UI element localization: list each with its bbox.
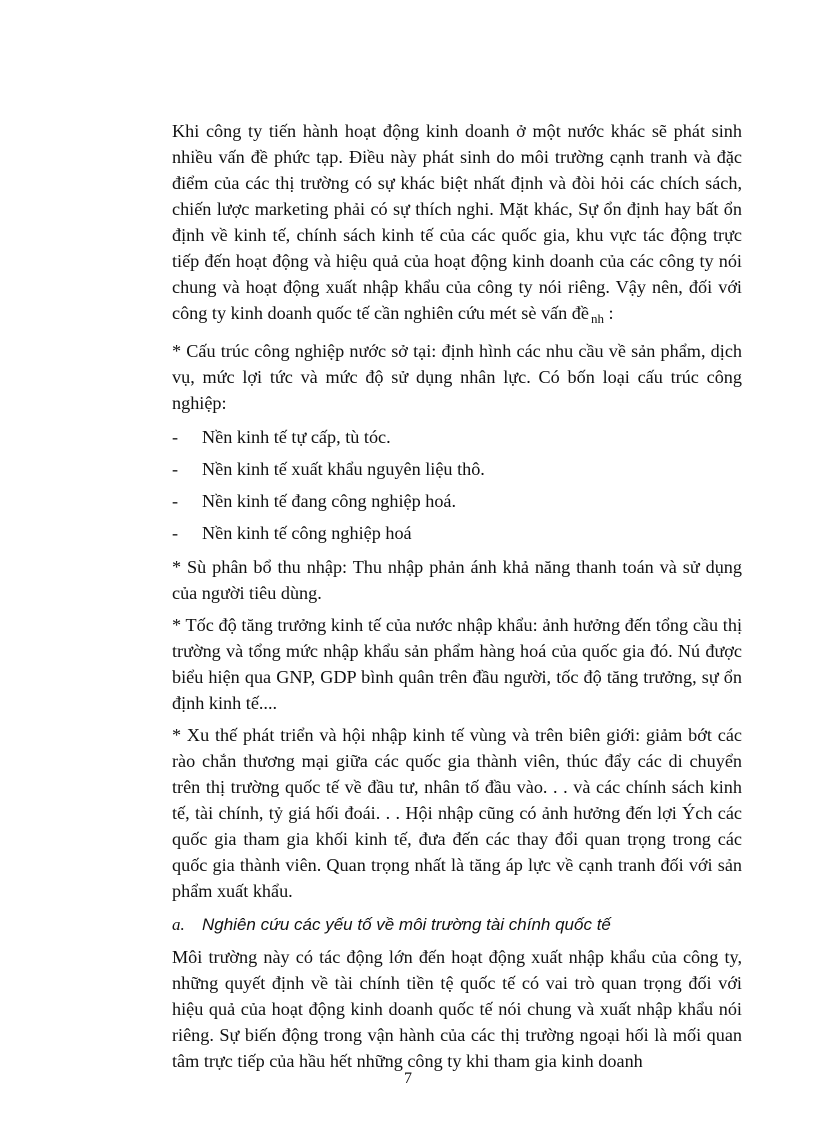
page-number: 7	[404, 1070, 412, 1087]
bullet-dash: -	[172, 459, 179, 479]
list-item	[172, 520, 742, 552]
list-item	[172, 488, 742, 520]
paragraph-intro-end: :	[603, 303, 614, 323]
bullet-dash: -	[172, 491, 179, 511]
paragraph-growth-rate: * Tốc độ tăng trưởng kinh tế của nước nhập khẩu: ảnh hưởng đến tổng cầu thị trường và tổng mức nhập khẩu sản phẩm hàng hoá của quốc gia đó. Nú được biểu hiện qua GNP, GDP bình quân trên đầu người, tốc độ tăng trưởng, sự ổn định kinh tế....	[172, 615, 742, 713]
paragraph-industry-structure: * Cấu trúc công nghiệp nước sở tại: định hình các nhu cầu về sản phẩm, dịch vụ, mức lợi tức và mức độ sử dụng nhân lực. Có bốn loại cấu trúc công nghiệp:	[172, 341, 742, 413]
list-item-text: Nền kinh tế đang công nghiệp hoá.	[202, 491, 457, 511]
list-item-text: Nền kinh tế công nghiệp hoá	[202, 523, 412, 543]
section-letter: a.	[172, 915, 185, 934]
body-text	[172, 118, 742, 1074]
paragraph-intro-subscript: nh	[590, 311, 604, 326]
paragraph-intro	[172, 118, 742, 332]
paragraph-financial-environment: Môi trường này có tác động lớn đến hoạt động xuất nhập khẩu của công ty, những quyết định về tài chính tiền tệ quốc tế có vai trò quan trọng đối với hiệu quả của hoạt động kinh doanh quốc tế nói chung và xuất nhập khẩu nói riêng. Sự biến động trong vận hành của các thị trường ngoại hối là mối quan tâm trực tiếp của hầu hết những công ty khi tham gia kinh doanh	[172, 947, 742, 1071]
bullet-dash: -	[172, 523, 179, 543]
paragraph-income-distribution: * Sù phân bổ thu nhập: Thu nhập phản ánh khả năng thanh toán và sử dụng của người tiêu dùng.	[172, 557, 742, 603]
bullet-dash: -	[172, 427, 179, 447]
section-title: Nghiên cứu các yếu tố về môi trường tài chính quốc tế	[202, 915, 611, 934]
industry-structure-list	[172, 424, 742, 552]
list-item-text: Nền kinh tế xuất khẩu nguyên liệu thô.	[202, 459, 485, 479]
paragraph-intro-text: Khi công ty tiến hành hoạt động kinh doanh ở một nước khác sẽ phát sinh nhiều vấn đề phức tạp. Điều này phát sinh do môi trường cạnh tranh và đặc điểm của các thị trường có sự khác biệt nhất định và đòi hỏi các chích sách, chiến lược marketing phải có sự thích nghi. Mặt khác, Sự ổn định hay bất ổn định về kinh tế, chính sách kinh tế của các quốc gia, khu vực tác động trực tiếp đến hoạt động và hiệu quả của hoạt động kinh doanh của các công ty nói chung và hoạt động xuất nhập khẩu của công ty nói riêng. Vậy nên, đối với công ty kinh doanh quốc tế cần nghiên cứu mét sè vấn đề	[172, 121, 742, 323]
list-item	[172, 456, 742, 488]
paragraph-integration-trend: * Xu thế phát triển và hội nhập kinh tế vùng và trên biên giới: giảm bớt các rào chắn thương mại giữa các quốc gia thành viên, thúc đẩy các di chuyển trên thị trường quốc tế về đầu tư, nhân tố đầu vào. . . và các chính sách kinh tế, tài chính, tỷ giá hối đoái. . . Hội nhập cũng có ảnh hưởng đến lợi Ých các quốc gia tham gia khối kinh tế, đưa đến các thay đổi quan trọng trong các quốc gia thành viên. Quan trọng nhất là tăng áp lực về cạnh tranh đối với sản phẩm xuất khẩu.	[172, 725, 742, 901]
list-item	[172, 424, 742, 456]
section-heading	[172, 912, 742, 938]
list-item-text: Nền kinh tế tự cấp, tù tóc.	[202, 427, 391, 447]
